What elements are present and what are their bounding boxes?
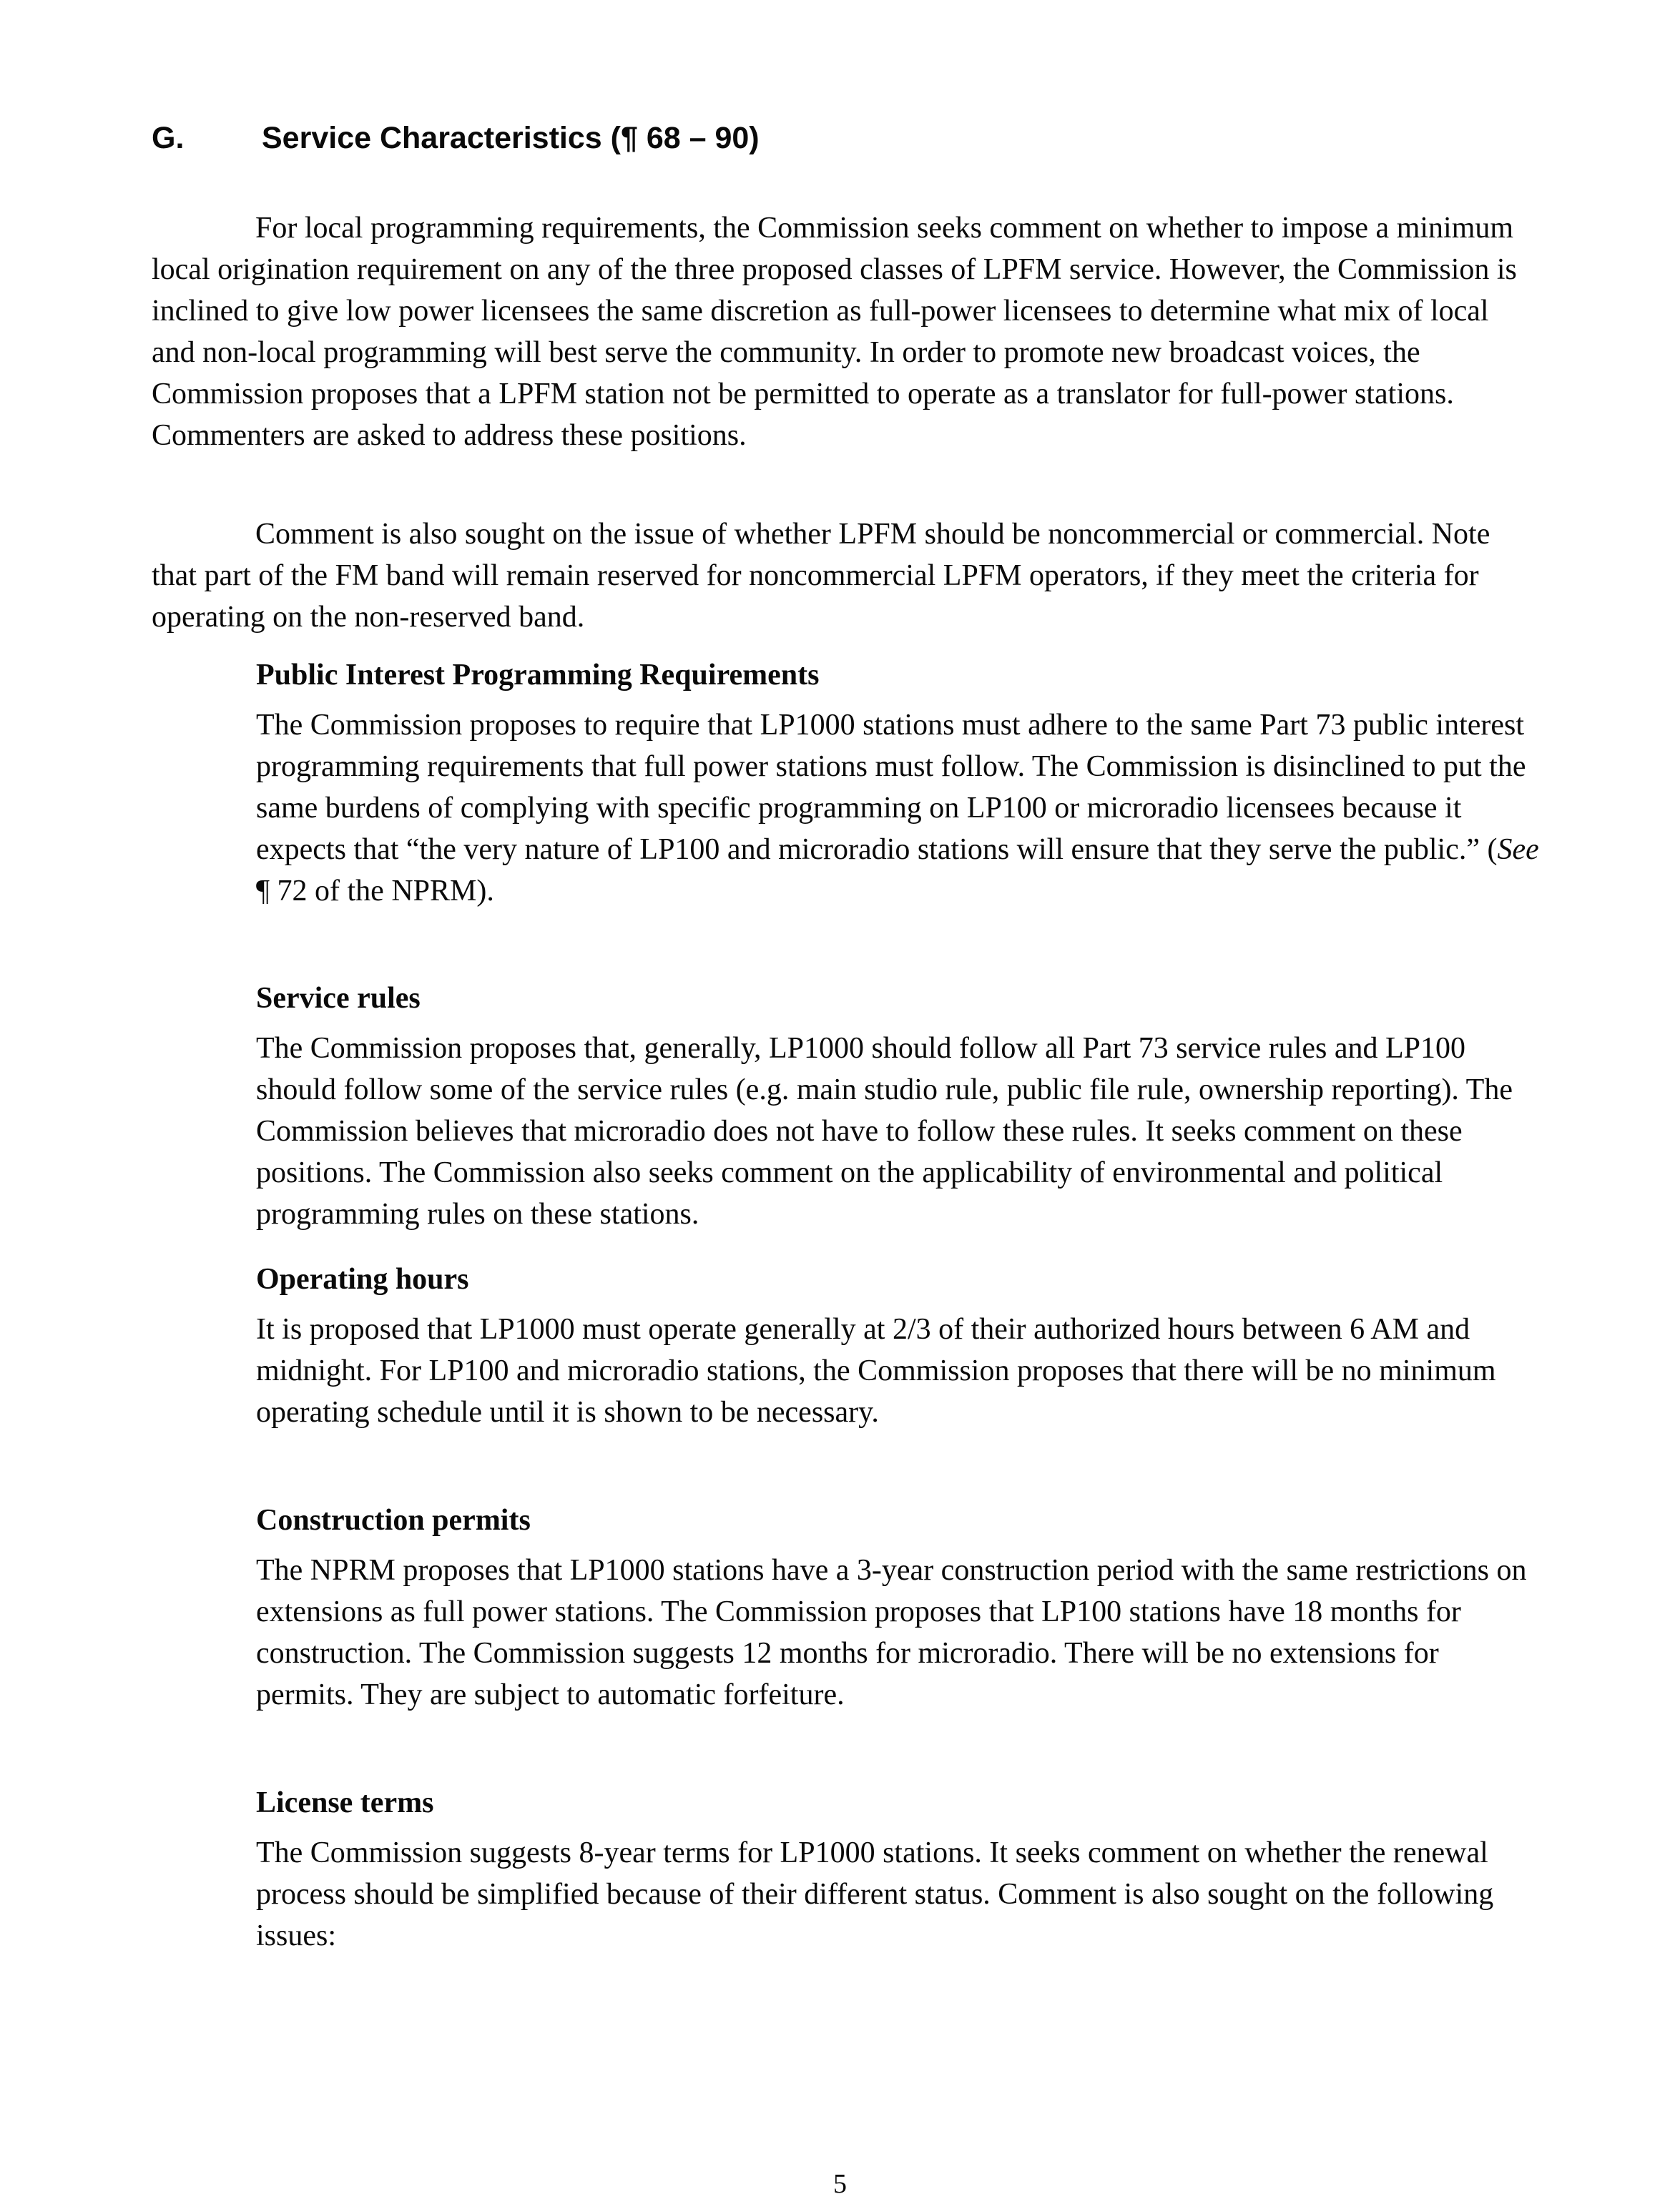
public-interest-heading: Public Interest Programming Requirements [256,659,820,692]
page-number: 5 [833,2169,847,2199]
intro-paragraph-1: For local programming requirements, the Commission seeks comment on whether to impose a minimum local origination requirement on any of the three proposed classes of LPFM service. However, the Commission is inclined to give low power licensees the same discretion as full-power licensees to determine what mix of local and non-local programming will best serve the community. In order to promote new broadcast voices, the Commission proposes that a LPFM station not be permitted to operate as a translator for full-power stations. Commenters are asked to address these positions. [152,212,1517,452]
public-interest-text-end: ¶ 72 of the NPRM). [256,875,494,907]
section-heading [152,120,760,157]
service-rules-heading: Service rules [256,982,421,1015]
construction-permits-heading: Construction permits [256,1504,531,1537]
operating-hours-text: It is proposed that LP1000 must operate generally at 2/3 of their authorized hours between 6 AM and midnight. For LP100 and microradio stations, the Commission proposes that there will be no minimum operating schedule until it is shown to be necessary. [256,1313,1496,1429]
public-interest-text-main: The Commission proposes to require that LP1000 stations must adhere to the same Part 73 public interest programming requirements that full power stations must follow. The Commission is disinclined to put the same burdens of complying with specific programming on LP100 or microradio licensees because it expects that “the very nature of LP100 and microradio stations will ensure that they serve the public.” ( [256,709,1526,866]
section-letter: G. [152,121,185,155]
intro-paragraph-2-block [152,513,1536,638]
license-terms-heading: License terms [256,1786,434,1819]
intro-paragraph-1-block [152,207,1536,456]
operating-hours-section [256,1259,1543,1433]
license-terms-section [256,1782,1543,1957]
construction-permits-text: The NPRM proposes that LP1000 stations have a 3-year construction period with the same restrictions on extensions as full power stations. The Commission proposes that LP100 stations have 18 months for construction. The Commission suggests 12 months for microradio. There will be no extensions for permits. They are subject to automatic forfeiture. [256,1554,1527,1711]
intro-paragraph-2: Comment is also sought on the issue of whether LPFM should be noncommercial or commercial. Note that part of the FM band will remain reserved for noncommercial LPFM operators, if they meet the criteria for operating on the non-reserved band. [152,518,1490,634]
see-citation: See [1497,833,1539,866]
public-interest-text [256,704,1543,912]
construction-permits-section [256,1500,1543,1716]
operating-hours-heading: Operating hours [256,1263,469,1296]
public-interest-section [256,654,1543,912]
service-rules-section [256,978,1543,1235]
service-rules-text: The Commission proposes that, generally, LP1000 should follow all Part 73 service rules and LP100 should follow some of the service rules (e.g. main studio rule, public file rule, ownership reporting). The Commission believes that microradio does not have to follow these rules. It seeks comment on these positions. The Commission also seeks comment on the applicability of environmental and political programming rules on these stations. [256,1032,1513,1231]
license-terms-text: The Commission suggests 8-year terms for LP1000 stations. It seeks comment on whether the renewal process should be simplified because of their different status. Comment is also sought on the following issues: [256,1836,1494,1952]
section-title: Service Characteristics (¶ 68 – 90) [262,121,760,155]
